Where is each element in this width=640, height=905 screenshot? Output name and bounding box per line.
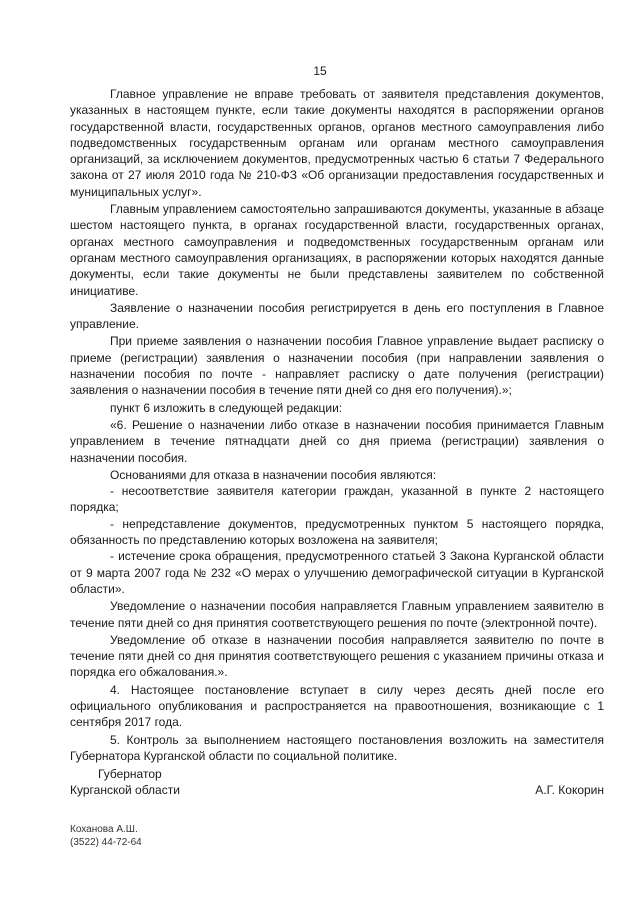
list-item: - истечение срока обращения, предусмотренного статьей 3 Закона Курганской области от 9 марта 2007 года № 232 «О мерах о улучшению демографической ситуации в Курганской области».: [70, 549, 604, 596]
paragraph: Основаниями для отказа в назначении пособия являются:: [110, 467, 437, 482]
paragraph: пункт 6 изложить в следующей редакции:: [110, 400, 343, 415]
paragraph: Уведомление о назначении пособия направляется Главным управлением заявителю в течение пяти дней со дня принятия соответствующего решения по почте (электронной почте).: [70, 599, 604, 630]
signatory-name: А.Г. Кокорин: [535, 783, 604, 797]
paragraph: 5. Контроль за выполнением настоящего постановления возложить на заместителя Губернатора Курганской области по социальной политике.: [70, 732, 604, 763]
paragraph: Главным управлением самостоятельно запрашиваются документы, указанные в абзаце шестом настоящего пункта, в органах государственной власти, государственных органах, органах местного самоуправления и подведомственных государственным органам или органам местного самоуправления организациях, в распоряжении которых находятся данные документы, если такие документы не были представлены заявителем по собственной инициативе.: [70, 202, 604, 298]
page-number: 15: [313, 64, 327, 78]
paragraph: При приеме заявления о назначении пособия Главное управление выдает расписку о приеме (регистрации) заявления о назначении пособия (при направлении заявления о назначении пособия по почте - направляет расписку о дате получения (регистрации) заявления о назначении пособия в течение пяти дней со дня его получения).»;: [70, 334, 604, 398]
list-item: - непредставление документов, предусмотренных пунктом 5 настоящего порядка, обязанность по представлению которых возложена на заявителя;: [70, 516, 604, 548]
paragraph: 4. Настоящее постановление вступает в силу через десять дней после его официального опубликования и распространяется на правоотношения, возникающие с 1 сентября 2017 года.: [70, 682, 604, 730]
paragraph: Заявление о назначении пособия регистрируется в день его поступления в Главное управление.: [70, 300, 604, 332]
signatory-title-line1: Губернатор: [98, 767, 162, 781]
paragraph: Уведомление об отказе в назначении пособия направляется заявителю по почте в течение пяти дней со дня принятия соответствующего решения с указанием причины отказа и порядка его обжалования.».: [70, 632, 604, 680]
executor-block: [70, 823, 142, 849]
document-body: [70, 86, 604, 764]
paragraph: «6. Решение о назначении либо отказе в назначении пособия принимается Главным управлением в течение пятнадцати дней со дня приема (регистрации) заявления о назначении пособия.: [70, 417, 604, 465]
signatory-title-line2: Курганской области: [70, 783, 180, 797]
executor-name: Коханова А.Ш.: [70, 824, 138, 835]
list-item: - несоответствие заявителя категории граждан, указанной в пункте 2 настоящего порядка;: [70, 484, 604, 515]
paragraph: Главное управление не вправе требовать от заявителя представления документов, указанных в настоящем пункте, если такие документы находятся в распоряжении органов государственной власти, государственных органов, органов местного самоуправления либо подведомственных государственным органам или органам местного самоуправления организаций, за исключением документов, предусмотренных частью 6 статьи 7 Федерального закона от 27 июля 2010 года № 210-ФЗ «Об организации предоставления государственных и муниципальных услуг».: [70, 87, 604, 199]
executor-phone: (3522) 44-72-64: [70, 837, 142, 848]
signature-block: [70, 766, 604, 798]
